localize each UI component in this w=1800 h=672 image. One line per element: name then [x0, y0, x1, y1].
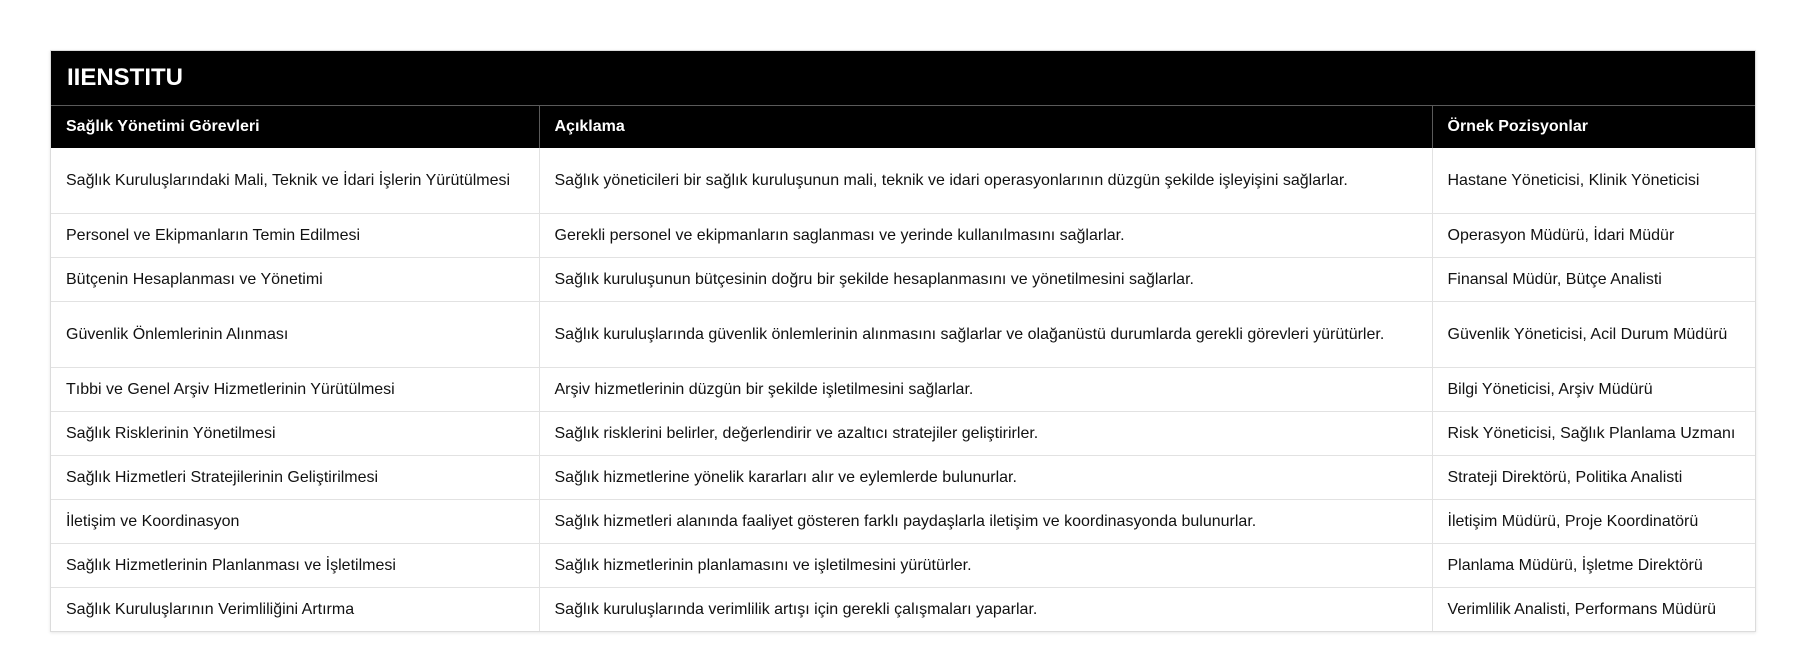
cell-duty: Sağlık Kuruluşlarındaki Mali, Teknik ve İdari İşlerin Yürütülmesi: [51, 148, 539, 214]
table-row: [51, 148, 1755, 214]
cell-description: Arşiv hizmetlerinin düzgün bir şekilde işletilmesini sağlarlar.: [539, 368, 1432, 412]
table-row: [51, 412, 1755, 456]
table-row: [51, 302, 1755, 368]
cell-positions: Verimlilik Analisti, Performans Müdürü: [1447, 600, 1717, 618]
cell-duty: Sağlık Kuruluşlarının Verimliliğini Artırma: [51, 588, 539, 632]
cell-description: Sağlık risklerini belirler, değerlendirir ve azaltıcı stratejiler geliştirirler.: [539, 412, 1432, 456]
cell-duty: Güvenlik Önlemlerinin Alınması: [51, 302, 539, 368]
cell-positions: Hastane Yöneticisi, Klinik Yöneticisi: [1432, 148, 1755, 214]
cell-description: Sağlık hizmetlerine yönelik kararları alır ve eylemlerde bulunurlar.: [539, 456, 1432, 500]
cell-positions: Finansal Müdür, Bütçe Analisti: [1432, 258, 1755, 302]
header-duties: Sağlık Yönetimi Görevleri: [51, 106, 539, 148]
table-row: [51, 258, 1755, 302]
cell-positions: Güvenlik Yöneticisi, Acil Durum Müdürü: [1432, 302, 1755, 368]
table-header-row: [51, 106, 1755, 148]
table-row: [51, 214, 1755, 258]
cell-duty: Sağlık Hizmetlerinin Planlanması ve İşletilmesi: [51, 544, 539, 588]
cell-duty: Sağlık Risklerinin Yönetilmesi: [51, 412, 539, 456]
cell-description: Sağlık hizmetlerinin planlamasını ve işletilmesini yürütürler.: [539, 544, 1432, 588]
header-example-positions: Örnek Pozisyonlar: [1432, 106, 1755, 148]
cell-duty: İletişim ve Koordinasyon: [51, 500, 539, 544]
cell-positions: Planlama Müdürü, İşletme Direktörü: [1432, 544, 1755, 588]
cell-description: Sağlık yöneticileri bir sağlık kuruluşunun mali, teknik ve idari operasyonlarının düzgün şekilde işleyişini sağlarlar.: [539, 148, 1432, 214]
table-row: [51, 588, 1755, 632]
cell-duty: Sağlık Hizmetleri Stratejilerinin Geliştirilmesi: [51, 456, 539, 500]
table-row: [51, 544, 1755, 588]
cell-positions: Strateji Direktörü, Politika Analisti: [1432, 456, 1755, 500]
cell-positions: Operasyon Müdürü, İdari Müdür: [1432, 214, 1755, 258]
brand-title: IIENSTITU: [51, 51, 1755, 106]
cell-duty: Bütçenin Hesaplanması ve Yönetimi: [51, 258, 539, 302]
header-description: Açıklama: [539, 106, 1432, 148]
table-row: [51, 456, 1755, 500]
cell-positions: Bilgi Yöneticisi, Arşiv Müdürü: [1432, 368, 1755, 412]
cell-description: Sağlık kuruluşunun bütçesinin doğru bir şekilde hesaplanmasını ve yönetilmesini sağlarlar.: [539, 258, 1432, 302]
cell-description: Sağlık kuruluşlarında verimlilik artışı için gerekli çalışmaları yaparlar.: [539, 588, 1432, 632]
cell-positions: Risk Yöneticisi, Sağlık Planlama Uzmanı: [1432, 412, 1755, 456]
cell-duty: Tıbbi ve Genel Arşiv Hizmetlerinin Yürütülmesi: [51, 368, 539, 412]
duties-table: [51, 106, 1755, 631]
cell-description: Gerekli personel ve ekipmanların saglanması ve yerinde kullanılmasını sağlarlar.: [539, 214, 1432, 258]
duties-table-card: [50, 50, 1756, 632]
cell-positions: İletişim Müdürü, Proje Koordinatörü: [1432, 500, 1755, 544]
cell-duty: Personel ve Ekipmanların Temin Edilmesi: [51, 214, 539, 258]
cell-description: Sağlık hizmetleri alanında faaliyet gösteren farklı paydaşlarla iletişim ve koordinasyonda bulunurlar.: [539, 500, 1432, 544]
table-row: [51, 368, 1755, 412]
cell-description: Sağlık kuruluşlarında güvenlik önlemlerinin alınmasını sağlarlar ve olağanüstü durumlarda gerekli görevleri yürütürler.: [539, 302, 1432, 368]
table-row: [51, 500, 1755, 544]
